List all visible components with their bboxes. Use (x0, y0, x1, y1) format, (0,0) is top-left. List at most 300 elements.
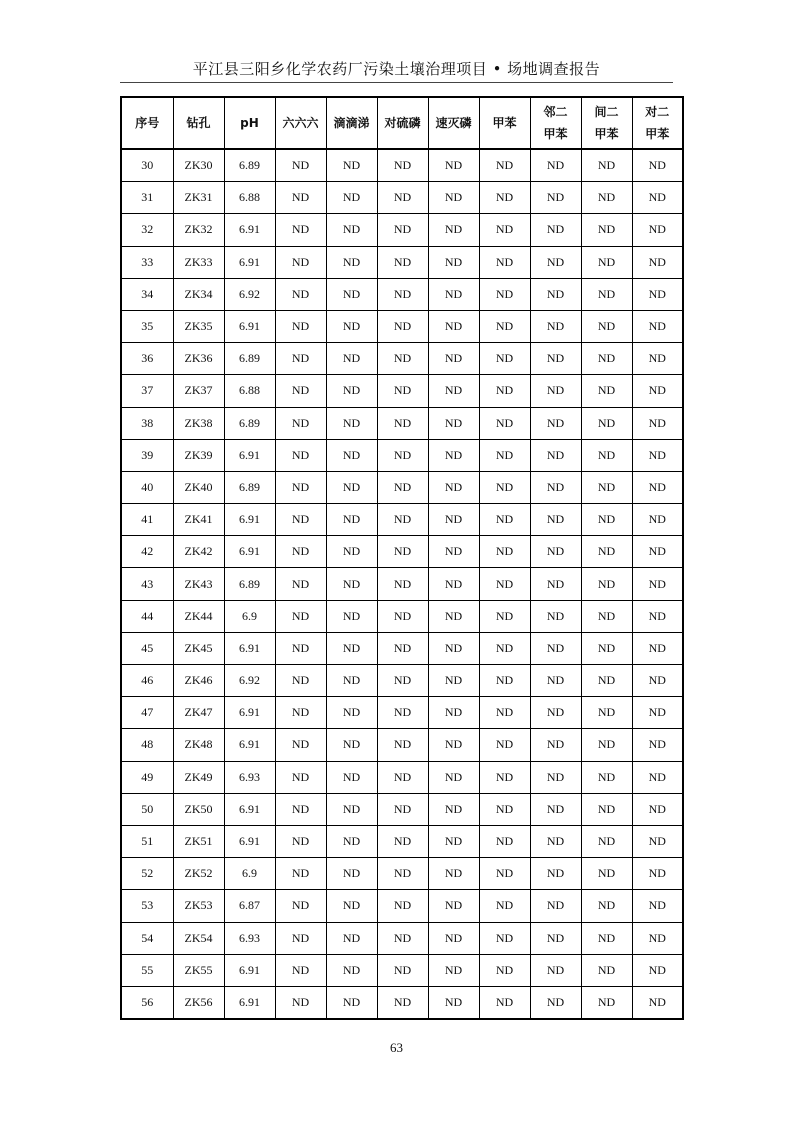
table-cell: ND (479, 182, 530, 214)
table-cell: ND (530, 632, 581, 664)
table-cell: ND (275, 278, 326, 310)
table-cell: 49 (121, 761, 173, 793)
table-cell: ND (632, 632, 683, 664)
table-cell: ND (530, 922, 581, 954)
table-cell: ND (479, 858, 530, 890)
table-cell: 6.89 (224, 568, 275, 600)
table-cell: 54 (121, 922, 173, 954)
table-cell: ZK55 (173, 954, 224, 986)
header-line: 速灭磷 (435, 116, 472, 130)
table-cell: ND (326, 729, 377, 761)
table-cell: 6.91 (224, 310, 275, 342)
table-cell: 6.93 (224, 922, 275, 954)
table-cell: ND (479, 504, 530, 536)
table-cell: ND (428, 278, 479, 310)
table-cell: ND (326, 954, 377, 986)
table-cell: ND (326, 407, 377, 439)
table-cell: ND (581, 697, 632, 729)
table-cell: ND (530, 504, 581, 536)
table-cell: ND (581, 600, 632, 632)
table-cell: ND (632, 922, 683, 954)
table-cell: ND (275, 986, 326, 1019)
table-cell: ND (479, 825, 530, 857)
table-cell: ND (581, 986, 632, 1019)
table-cell: ZK46 (173, 665, 224, 697)
table-cell: ND (377, 343, 428, 375)
column-header (275, 97, 326, 149)
table-row (121, 761, 683, 793)
table-cell: ZK39 (173, 439, 224, 471)
table-cell: ND (377, 761, 428, 793)
header-line: 六六六 (282, 116, 319, 130)
table-cell: ZK33 (173, 246, 224, 278)
table-cell: ND (326, 665, 377, 697)
table-cell: ND (326, 439, 377, 471)
table-row (121, 407, 683, 439)
page-number: 63 (390, 1040, 403, 1055)
table-cell: ND (581, 278, 632, 310)
results-table (120, 96, 684, 1020)
table-cell: ND (581, 568, 632, 600)
header-line: 滴滴涕 (333, 116, 370, 130)
table-cell: ND (581, 954, 632, 986)
table-cell: ND (479, 793, 530, 825)
table-cell: ND (428, 439, 479, 471)
table-cell: ND (632, 343, 683, 375)
table-cell: ND (632, 407, 683, 439)
table-cell: ND (326, 890, 377, 922)
table-cell: 52 (121, 858, 173, 890)
column-header (479, 97, 530, 149)
column-header (121, 97, 173, 149)
table-cell: ND (479, 568, 530, 600)
table-cell: ND (581, 214, 632, 246)
table-cell: ND (479, 278, 530, 310)
table-cell: ZK48 (173, 729, 224, 761)
table-cell: ND (275, 922, 326, 954)
table-row (121, 278, 683, 310)
table-cell: ND (581, 536, 632, 568)
table-cell: ZK38 (173, 407, 224, 439)
table-cell: ND (275, 343, 326, 375)
table-cell: ND (581, 632, 632, 664)
table-cell: ND (275, 761, 326, 793)
table-cell: 40 (121, 471, 173, 503)
table-cell: ND (377, 439, 428, 471)
table-cell: ND (479, 471, 530, 503)
table-cell: ND (632, 149, 683, 182)
table-cell: ZK36 (173, 343, 224, 375)
header-line: 甲苯 (543, 127, 568, 141)
table-cell: ND (326, 536, 377, 568)
table-cell: ND (530, 600, 581, 632)
table-cell: 6.91 (224, 246, 275, 278)
table-row (121, 600, 683, 632)
table-row (121, 890, 683, 922)
table-row (121, 697, 683, 729)
table-cell: ND (326, 858, 377, 890)
table-cell: ND (632, 246, 683, 278)
table-cell: ND (530, 890, 581, 922)
table-cell: ND (377, 471, 428, 503)
table-cell: ND (377, 665, 428, 697)
table-cell: ND (377, 504, 428, 536)
table-cell: ND (479, 890, 530, 922)
table-cell: ND (632, 600, 683, 632)
table-cell: 34 (121, 278, 173, 310)
header-line: 甲苯 (492, 116, 517, 130)
table-cell: ND (377, 858, 428, 890)
table-cell: ND (632, 890, 683, 922)
table-cell: 38 (121, 407, 173, 439)
table-cell: ND (479, 214, 530, 246)
table-cell: ND (428, 825, 479, 857)
table-cell: ZK31 (173, 182, 224, 214)
table-row (121, 858, 683, 890)
table-cell: 45 (121, 632, 173, 664)
table-header-row (121, 97, 683, 149)
table-cell: ND (479, 310, 530, 342)
table-cell: ND (326, 343, 377, 375)
table-cell: ND (530, 986, 581, 1019)
table-cell: ND (377, 986, 428, 1019)
table-cell: ZK53 (173, 890, 224, 922)
table-cell: 32 (121, 214, 173, 246)
table-cell: ND (632, 954, 683, 986)
table-row (121, 375, 683, 407)
table-cell: ND (428, 761, 479, 793)
table-cell: ND (632, 858, 683, 890)
header-line: 间二 (594, 105, 619, 119)
table-cell: 50 (121, 793, 173, 825)
table-cell: 6.91 (224, 536, 275, 568)
column-header (173, 97, 224, 149)
table-cell: 41 (121, 504, 173, 536)
table-cell: 6.91 (224, 954, 275, 986)
table-row (121, 471, 683, 503)
table-cell: ZK30 (173, 149, 224, 182)
table-cell: ND (530, 214, 581, 246)
table-cell: ND (275, 697, 326, 729)
table-row (121, 343, 683, 375)
table-cell: 6.88 (224, 375, 275, 407)
table-cell: ND (428, 793, 479, 825)
table-cell: ND (428, 214, 479, 246)
table-cell: ND (377, 149, 428, 182)
table-cell: ND (632, 665, 683, 697)
table-cell: ND (479, 149, 530, 182)
header-line: 甲苯 (645, 127, 670, 141)
table-cell: ZK41 (173, 504, 224, 536)
table-cell: 6.93 (224, 761, 275, 793)
table-cell: 6.92 (224, 278, 275, 310)
table-cell: ND (377, 697, 428, 729)
table-cell: ND (632, 439, 683, 471)
table-cell: 56 (121, 986, 173, 1019)
table-cell: ND (530, 793, 581, 825)
table-cell: 6.91 (224, 729, 275, 761)
table-row (121, 954, 683, 986)
table-cell: 53 (121, 890, 173, 922)
table-cell: ND (632, 536, 683, 568)
table-cell: ZK43 (173, 568, 224, 600)
table-row (121, 632, 683, 664)
table-cell: ND (479, 954, 530, 986)
table-cell: ND (581, 149, 632, 182)
table-cell: ND (428, 922, 479, 954)
table-cell: 6.87 (224, 890, 275, 922)
column-header (428, 97, 479, 149)
table-cell: ZK47 (173, 697, 224, 729)
table-cell: ND (530, 439, 581, 471)
table-cell: ND (428, 149, 479, 182)
table-cell: ND (326, 504, 377, 536)
table-cell: 47 (121, 697, 173, 729)
table-cell: ND (275, 471, 326, 503)
table-row (121, 439, 683, 471)
table-cell: ND (326, 697, 377, 729)
table-cell: ND (479, 986, 530, 1019)
column-header (326, 97, 377, 149)
table-cell: 42 (121, 536, 173, 568)
table-cell: ND (275, 632, 326, 664)
table-cell: ZK52 (173, 858, 224, 890)
table-cell: ND (377, 278, 428, 310)
table-cell: ZK45 (173, 632, 224, 664)
table-cell: ND (632, 214, 683, 246)
table-cell: ND (479, 600, 530, 632)
table-row (121, 568, 683, 600)
table-cell: ND (530, 568, 581, 600)
table-body (121, 149, 683, 1019)
table-cell: ND (326, 246, 377, 278)
table-cell: ND (530, 536, 581, 568)
table-cell: ND (326, 568, 377, 600)
table-cell: ND (377, 246, 428, 278)
table-cell: ND (632, 825, 683, 857)
table-cell: ND (581, 922, 632, 954)
table-cell: ND (326, 632, 377, 664)
table-cell: ND (632, 375, 683, 407)
table-cell: ND (530, 407, 581, 439)
table-cell: ND (275, 214, 326, 246)
header-divider (120, 82, 673, 83)
table-cell: ND (275, 665, 326, 697)
table-cell: ND (581, 761, 632, 793)
table-cell: ND (377, 825, 428, 857)
table-cell: ND (479, 697, 530, 729)
table-cell: ND (377, 922, 428, 954)
table-cell: ND (428, 375, 479, 407)
table-cell: ND (428, 697, 479, 729)
table-cell: 36 (121, 343, 173, 375)
table-cell: ZK32 (173, 214, 224, 246)
table-cell: ND (632, 278, 683, 310)
table-row (121, 182, 683, 214)
table-cell: 30 (121, 149, 173, 182)
table-cell: ZK44 (173, 600, 224, 632)
table-cell: ND (479, 729, 530, 761)
table-cell: ND (275, 858, 326, 890)
table-cell: ND (377, 600, 428, 632)
table-cell: ZK37 (173, 375, 224, 407)
table-cell: ND (581, 182, 632, 214)
table-cell: 39 (121, 439, 173, 471)
table-cell: ND (581, 375, 632, 407)
table-cell: ND (581, 504, 632, 536)
table-cell: ND (428, 632, 479, 664)
table-cell: ND (428, 600, 479, 632)
table-cell: 44 (121, 600, 173, 632)
table-cell: ND (479, 375, 530, 407)
table-cell: ND (479, 343, 530, 375)
table-cell: ND (632, 761, 683, 793)
table-cell: ND (581, 825, 632, 857)
table-cell: 6.88 (224, 182, 275, 214)
table-cell: ND (530, 375, 581, 407)
table-cell: ND (581, 858, 632, 890)
table-cell: ND (326, 761, 377, 793)
table-cell: ND (275, 729, 326, 761)
table-cell: ND (428, 246, 479, 278)
table-cell: ZK42 (173, 536, 224, 568)
table-cell: ND (428, 310, 479, 342)
table-cell: ND (581, 310, 632, 342)
table-cell: ZK35 (173, 310, 224, 342)
table-row (121, 149, 683, 182)
table-cell: ND (326, 471, 377, 503)
table-cell: ND (377, 954, 428, 986)
table-cell: 6.89 (224, 407, 275, 439)
header-line: 甲苯 (594, 127, 619, 141)
table-cell: ND (581, 793, 632, 825)
table-cell: ND (275, 439, 326, 471)
table-cell: ND (581, 246, 632, 278)
table-row (121, 793, 683, 825)
table-row (121, 825, 683, 857)
table-cell: ND (581, 471, 632, 503)
table-cell: ZK40 (173, 471, 224, 503)
table-cell: ND (428, 568, 479, 600)
table-cell: ND (530, 149, 581, 182)
table-cell: 6.91 (224, 439, 275, 471)
table-cell: ND (377, 214, 428, 246)
table-cell: 6.91 (224, 632, 275, 664)
table-cell: ND (530, 246, 581, 278)
table-cell: 33 (121, 246, 173, 278)
table-cell: 35 (121, 310, 173, 342)
table-cell: ND (530, 954, 581, 986)
table-cell: ND (377, 632, 428, 664)
table-cell: ND (530, 697, 581, 729)
table-cell: ZK54 (173, 922, 224, 954)
table-cell: ND (275, 954, 326, 986)
table-cell: 6.91 (224, 793, 275, 825)
table-cell: ND (428, 665, 479, 697)
table-row (121, 536, 683, 568)
table-cell: ND (326, 600, 377, 632)
table-cell: ND (632, 697, 683, 729)
table-cell: 48 (121, 729, 173, 761)
table-cell: ND (275, 890, 326, 922)
table-cell: ND (326, 310, 377, 342)
table-cell: ND (530, 471, 581, 503)
header-line: pH (240, 116, 259, 130)
table-cell: ND (428, 954, 479, 986)
table-cell: ND (275, 825, 326, 857)
table-cell: ND (530, 825, 581, 857)
table-cell: ND (581, 890, 632, 922)
table-cell: 6.9 (224, 858, 275, 890)
table-cell: ND (530, 278, 581, 310)
table-cell: 55 (121, 954, 173, 986)
table-cell: ND (326, 793, 377, 825)
table-cell: ND (428, 890, 479, 922)
table-cell: ND (530, 761, 581, 793)
header-line: 邻二 (543, 105, 568, 119)
table-cell: ND (275, 182, 326, 214)
table-cell: ND (581, 439, 632, 471)
table-cell: 51 (121, 825, 173, 857)
table-cell: ND (377, 890, 428, 922)
table-cell: ND (275, 536, 326, 568)
column-header (224, 97, 275, 149)
table-cell: ND (428, 858, 479, 890)
table-cell: 31 (121, 182, 173, 214)
table-cell: ND (326, 182, 377, 214)
table-cell: 6.9 (224, 600, 275, 632)
page-header-title: 平江县三阳乡化学农药厂污染土壤治理项目 • 场地调查报告 (192, 60, 601, 78)
table-cell: ND (581, 729, 632, 761)
header-line: 对二 (645, 105, 670, 119)
table-cell: ND (326, 278, 377, 310)
table-row (121, 986, 683, 1019)
table-cell: ND (632, 568, 683, 600)
table-cell: ND (326, 986, 377, 1019)
table-cell: ND (377, 182, 428, 214)
table-cell: ND (581, 665, 632, 697)
table-cell: ND (326, 922, 377, 954)
table-cell: ND (326, 375, 377, 407)
table-cell: ND (275, 407, 326, 439)
table-cell: 6.91 (224, 697, 275, 729)
table-cell: 46 (121, 665, 173, 697)
table-cell: 37 (121, 375, 173, 407)
table-cell: ND (479, 246, 530, 278)
table-cell: 6.89 (224, 343, 275, 375)
table-cell: ND (275, 375, 326, 407)
table-cell: ND (275, 793, 326, 825)
table-cell: ND (428, 407, 479, 439)
column-header (530, 97, 581, 149)
table-cell: ND (275, 504, 326, 536)
column-header (632, 97, 683, 149)
table-row (121, 214, 683, 246)
table-row (121, 246, 683, 278)
table-cell: ZK56 (173, 986, 224, 1019)
table-cell: ZK34 (173, 278, 224, 310)
table-cell: ND (377, 407, 428, 439)
table-cell: ZK49 (173, 761, 224, 793)
table-cell: ND (428, 471, 479, 503)
table-cell: ND (632, 729, 683, 761)
table-cell: ZK51 (173, 825, 224, 857)
table-cell: ND (479, 632, 530, 664)
table-row (121, 922, 683, 954)
table-cell: ND (632, 471, 683, 503)
table-cell: ND (326, 825, 377, 857)
table-cell: ZK50 (173, 793, 224, 825)
